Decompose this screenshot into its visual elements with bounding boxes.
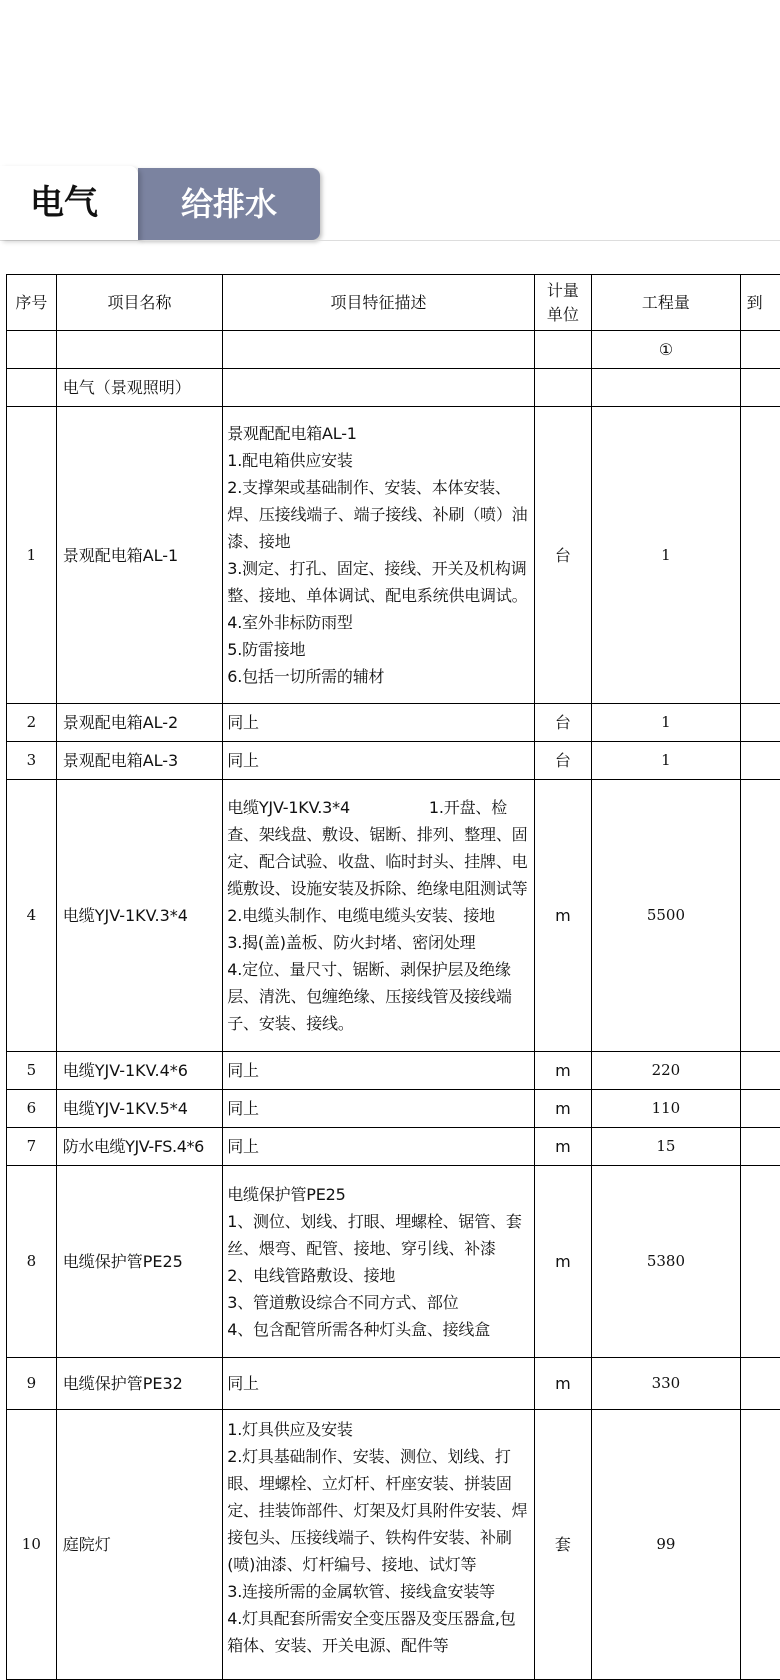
row-desc: 电缆YJV-1KV.3*4 1.开盘、检查、架线盘、敷设、锯断、排列、整理、固定、配合试验、收盘、临时封头、挂牌、电缆敷设、设施安装及拆除、绝缘电阻测试等 2.电缆头制作、电缆电缆头安装、接地 3.揭(盖)盖板、防火封堵、密闭处理 4.定位、量尺寸、锯断、剥保护层及绝缘层、清洗、包缠绝缘、压接线管及接线端子、安装、接线。: [223, 780, 534, 1052]
section-title: 电气（景观照明）: [56, 369, 223, 407]
row-seq: 9: [7, 1358, 57, 1410]
subheader-row: [7, 331, 780, 369]
table-row: [7, 742, 780, 780]
row-unit: m: [534, 1128, 592, 1166]
table-row: [7, 780, 780, 1052]
row-name: 庭院灯: [56, 1410, 223, 1680]
row-desc: 同上: [223, 1090, 534, 1128]
row-name: 防水电缆YJV-FS.4*6: [56, 1128, 223, 1166]
row-desc: 电缆保护管PE25 1、测位、划线、打眼、埋螺栓、锯管、套丝、煨弯、配管、接地、穿引线、补漆 2、电线管路敷设、接地 3、管道敷设综合不同方式、部位 4、包含配管所需各种灯头盒、接线盒: [223, 1166, 534, 1358]
row-qty: 99: [592, 1410, 740, 1680]
section-row: [7, 369, 780, 407]
table-row: [7, 1090, 780, 1128]
row-qty: 15: [592, 1128, 740, 1166]
header-qty: 工程量: [592, 275, 740, 331]
header-name: 项目名称: [56, 275, 223, 331]
row-unit: m: [534, 1052, 592, 1090]
row-qty: 110: [592, 1090, 740, 1128]
row-qty: 1: [592, 704, 740, 742]
header-seq: 序号: [7, 275, 57, 331]
subheader-qty: ①: [592, 331, 740, 369]
row-unit: 台: [534, 407, 592, 704]
row-desc: 同上: [223, 704, 534, 742]
row-unit: 台: [534, 704, 592, 742]
row-name: 景观配电箱AL-2: [56, 704, 223, 742]
table-row: [7, 1358, 780, 1410]
table-row: [7, 1052, 780, 1090]
table-row: [7, 1128, 780, 1166]
row-qty: 1: [592, 742, 740, 780]
header-extra: 到: [740, 275, 780, 331]
row-desc: 同上: [223, 1128, 534, 1166]
sheet-tabs: [0, 166, 780, 244]
row-seq: 1: [7, 407, 57, 704]
row-seq: 7: [7, 1128, 57, 1166]
row-seq: 3: [7, 742, 57, 780]
row-desc: 1.灯具供应及安装 2.灯具基础制作、安装、测位、划线、打眼、埋螺栓、立灯杆、杆座安装、拼装固定、挂装饰部件、灯架及灯具附件安装、焊接包头、压接线端子、铁构件安装、补刷(喷)油漆、灯杆编号、接地、试灯等 3.连接所需的金属软管、接线盒安装等 4.灯具配套所需安全变压器及变压器盒,包箱体、安装、开关电源、配件等: [223, 1410, 534, 1680]
row-unit: 套: [534, 1410, 592, 1680]
row-seq: 8: [7, 1166, 57, 1358]
header-unit: 计量 单位: [534, 275, 592, 331]
row-qty: 1: [592, 407, 740, 704]
row-name: 电缆YJV-1KV.4*6: [56, 1052, 223, 1090]
row-seq: 6: [7, 1090, 57, 1128]
row-qty: 5380: [592, 1166, 740, 1358]
table-row: [7, 704, 780, 742]
row-desc: 同上: [223, 1358, 534, 1410]
row-seq: 5: [7, 1052, 57, 1090]
row-desc: 同上: [223, 1052, 534, 1090]
table-row: [7, 1410, 780, 1680]
row-qty: 220: [592, 1052, 740, 1090]
row-unit: m: [534, 1358, 592, 1410]
row-unit: m: [534, 1090, 592, 1128]
row-name: 景观配电箱AL-3: [56, 742, 223, 780]
table-row: [7, 1166, 780, 1358]
tab-plumbing[interactable]: 给排水: [138, 168, 320, 240]
row-qty: 5500: [592, 780, 740, 1052]
row-name: 电缆保护管PE25: [56, 1166, 223, 1358]
row-unit: m: [534, 780, 592, 1052]
table-row: [7, 407, 780, 704]
row-name: 景观配电箱AL-1: [56, 407, 223, 704]
row-qty: 330: [592, 1358, 740, 1410]
bill-of-quantities-table: [6, 274, 780, 1680]
row-seq: 2: [7, 704, 57, 742]
tab-electrical[interactable]: 电气: [0, 166, 138, 240]
row-seq: 4: [7, 780, 57, 1052]
row-name: 电缆YJV-1KV.3*4: [56, 780, 223, 1052]
row-desc: 同上: [223, 742, 534, 780]
header-row: [7, 275, 780, 331]
row-desc: 景观配配电箱AL-1 1.配电箱供应安装 2.支撑架或基础制作、安装、本体安装、焊、压接线端子、端子接线、补刷（喷）油漆、接地 3.测定、打孔、固定、接线、开关及机构调整、接地、单体调试、配电系统供电调试。 4.室外非标防雨型 5.防雷接地 6.包括一切所需的辅材: [223, 407, 534, 704]
header-desc: 项目特征描述: [223, 275, 534, 331]
row-unit: m: [534, 1166, 592, 1358]
tab-divider: [0, 240, 780, 241]
row-name: 电缆保护管PE32: [56, 1358, 223, 1410]
row-seq: 10: [7, 1410, 57, 1680]
row-unit: 台: [534, 742, 592, 780]
row-name: 电缆YJV-1KV.5*4: [56, 1090, 223, 1128]
